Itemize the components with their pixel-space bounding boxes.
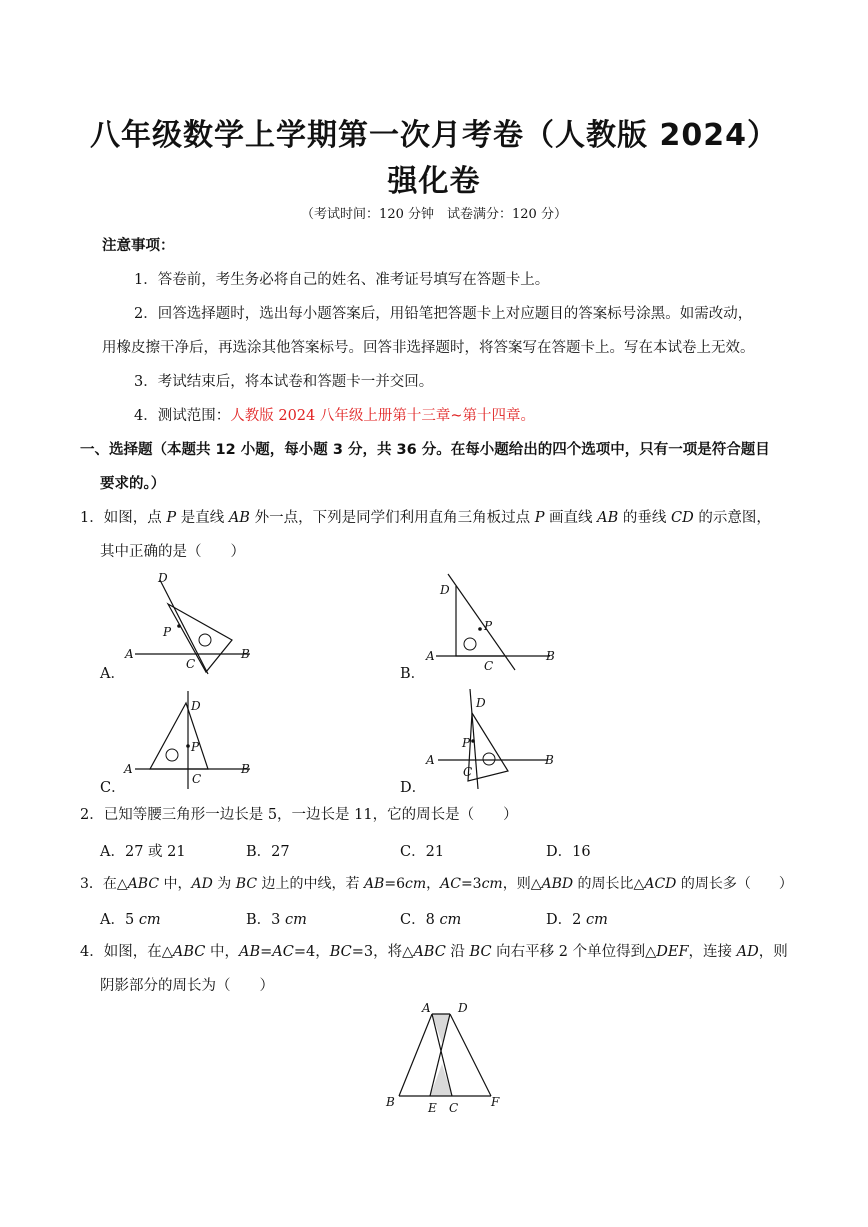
q3-text: =3 [460, 876, 482, 892]
q4-text: 中， [205, 944, 239, 960]
q1-stem-line2: 其中正确的是（ ） [100, 544, 245, 560]
label-c: C [186, 657, 196, 671]
note-2-line2: 用橡皮擦干净后，再选涂其他答案标号。回答非选择题时，将答案写在答题卡上。写在本试卷上无效。 [102, 340, 755, 356]
label-d: D [440, 583, 450, 597]
q1-option-b[interactable]: B． [400, 666, 426, 682]
q4-text: 4．如图，在△ [80, 944, 173, 960]
page-title: 八年级数学上学期第一次月考卷（人教版 2024） [90, 118, 778, 153]
label-c: C [449, 1101, 459, 1115]
q1-var: AB [597, 510, 619, 526]
label-a: A [124, 762, 133, 776]
q4-var: AD [736, 944, 759, 960]
q3-unit: cm [404, 876, 427, 892]
q1-text: 是直线 [176, 510, 229, 526]
q3-option-c-value: C．8 [400, 912, 440, 928]
label-p: P [462, 736, 471, 750]
note-4 [134, 406, 535, 426]
q3-text: 3．在△ [80, 876, 128, 892]
q3-unit: cm [481, 876, 503, 892]
label-c: C [463, 765, 473, 779]
label-p: P [484, 619, 493, 633]
q4-text: 沿 [445, 944, 470, 960]
q1-var: P [166, 510, 177, 526]
q1-text: 的垂线 [618, 510, 672, 526]
q1-var: P [534, 510, 545, 526]
label-a: A [426, 649, 435, 663]
q3-text: ，则△ [502, 876, 542, 892]
q3-var: ABD [541, 876, 574, 892]
label-b: B [546, 649, 555, 663]
q1-text: 的示意图， [693, 510, 771, 526]
q1-var: AB [228, 510, 250, 526]
q3-option-a[interactable] [100, 908, 161, 929]
label-d: D [158, 571, 168, 585]
note-3: 3．考试结束后，将本试卷和答题卡一并交回。 [134, 374, 434, 390]
note-2-line1: 2．回答选择题时，选出每小题答案后，用铅笔把答题卡上对应题目的答案标号涂黑。如需改动， [134, 306, 753, 322]
q4-var: BC [329, 944, 352, 960]
q4-stem-line2: 阴影部分的周长为（ ） [100, 978, 274, 994]
q1-text: 1．如图，点 [80, 510, 167, 526]
section1-heading-line2: 要求的。） [100, 476, 166, 492]
q2-option-b[interactable]: B．27 [246, 844, 290, 860]
q2-option-a[interactable]: A．27 或 21 [100, 844, 186, 860]
q3-unit: cm [439, 912, 462, 928]
q3-text: 边上的中线，若 [257, 876, 364, 892]
q4-figure [378, 998, 508, 1118]
label-a: A [426, 753, 435, 767]
q3-option-d[interactable] [546, 908, 608, 929]
label-b: B [545, 753, 554, 767]
section1-heading: 一、选择题（本题共 12 小题，每小题 3 分，共 36 分。在每小题给出的四个选项中，只有一项是符合题目 [80, 442, 770, 458]
q3-option-d-value: D．2 [546, 912, 586, 928]
q3-var: AB [363, 876, 385, 892]
q3-var: ACD [644, 876, 677, 892]
label-a: A [125, 647, 134, 661]
label-e: E [428, 1101, 437, 1115]
label-d: D [458, 1001, 468, 1015]
note-1: 1．答卷前，考生务必将自己的姓名、准考证号填写在答题卡上。 [134, 272, 550, 288]
q1-text: 画直线 [544, 510, 598, 526]
label-b: B [241, 647, 250, 661]
q4-var: ABC [413, 944, 446, 960]
q4-text: =4， [293, 944, 330, 960]
notes-heading: 注意事项： [102, 238, 175, 254]
q4-var: BC [469, 944, 492, 960]
q2-option-c[interactable]: C．21 [400, 844, 445, 860]
q2-stem: 2．已知等腰三角形一边长是 5，一边长是 11，它的周长是（ ） [80, 807, 518, 823]
q3-var: BC [235, 876, 258, 892]
q1-option-d[interactable]: D． [400, 780, 427, 796]
q4-var: ABC [172, 944, 206, 960]
q4-var: DEF [656, 944, 689, 960]
q1-figure-d [420, 685, 570, 793]
q3-option-a-value: A．5 [100, 912, 139, 928]
q3-var: ABC [127, 876, 160, 892]
label-a: A [422, 1001, 431, 1015]
note-4-range: 人教版 2024 八年级上册第十三章~第十四章。 [230, 408, 536, 424]
q1-figure-c [120, 685, 260, 793]
q4-text: = [260, 944, 273, 960]
exam-time-info: （考试时间：120 分钟 试卷满分：120 分） [301, 207, 567, 222]
q4-text: 向右平移 2 个单位得到△ [491, 944, 657, 960]
q2-option-d[interactable]: D．16 [546, 844, 591, 860]
label-d: D [476, 696, 486, 710]
q4-text: ，则 [758, 944, 788, 960]
q4-stem [80, 942, 788, 962]
label-d: D [191, 699, 201, 713]
q3-text: 中， [159, 876, 192, 892]
q3-option-b-value: B．3 [246, 912, 285, 928]
q3-option-c[interactable] [400, 908, 461, 929]
q3-unit: cm [138, 912, 161, 928]
note-4-prefix: 4．测试范围： [134, 408, 231, 424]
label-c: C [192, 772, 202, 786]
q3-text: 的周长多（ ） [676, 876, 793, 892]
q4-text: =3，将△ [351, 944, 414, 960]
q3-unit: cm [285, 912, 307, 928]
q1-text: 外一点，下列是同学们利用直角三角板过点 [249, 510, 535, 526]
label-c: C [484, 659, 494, 673]
q3-stem [80, 874, 793, 894]
q3-text: =6 [384, 876, 405, 892]
q3-var: AC [440, 876, 461, 892]
label-b: B [386, 1095, 395, 1109]
q1-figure-b [420, 566, 570, 676]
q4-var: AB [239, 944, 261, 960]
label-f: F [491, 1095, 500, 1109]
q1-option-a[interactable]: A． [100, 666, 125, 682]
q3-text: 的周长比△ [573, 876, 645, 892]
label-p: P [191, 740, 200, 754]
q1-option-c[interactable]: C． [100, 780, 126, 796]
q1-figure-a [120, 566, 260, 676]
q1-stem [80, 508, 771, 528]
q3-unit: cm [585, 912, 608, 928]
q4-var: AC [272, 944, 294, 960]
q1-var: CD [671, 510, 694, 526]
q3-text: 为 [212, 876, 236, 892]
q3-var: AD [191, 876, 213, 892]
q4-text: ，连接 [688, 944, 737, 960]
q3-option-b[interactable] [246, 908, 307, 929]
page-title-line2: 强化卷 [387, 164, 481, 199]
label-b: B [241, 762, 250, 776]
q3-text: ， [426, 876, 441, 892]
label-p: P [163, 625, 172, 639]
